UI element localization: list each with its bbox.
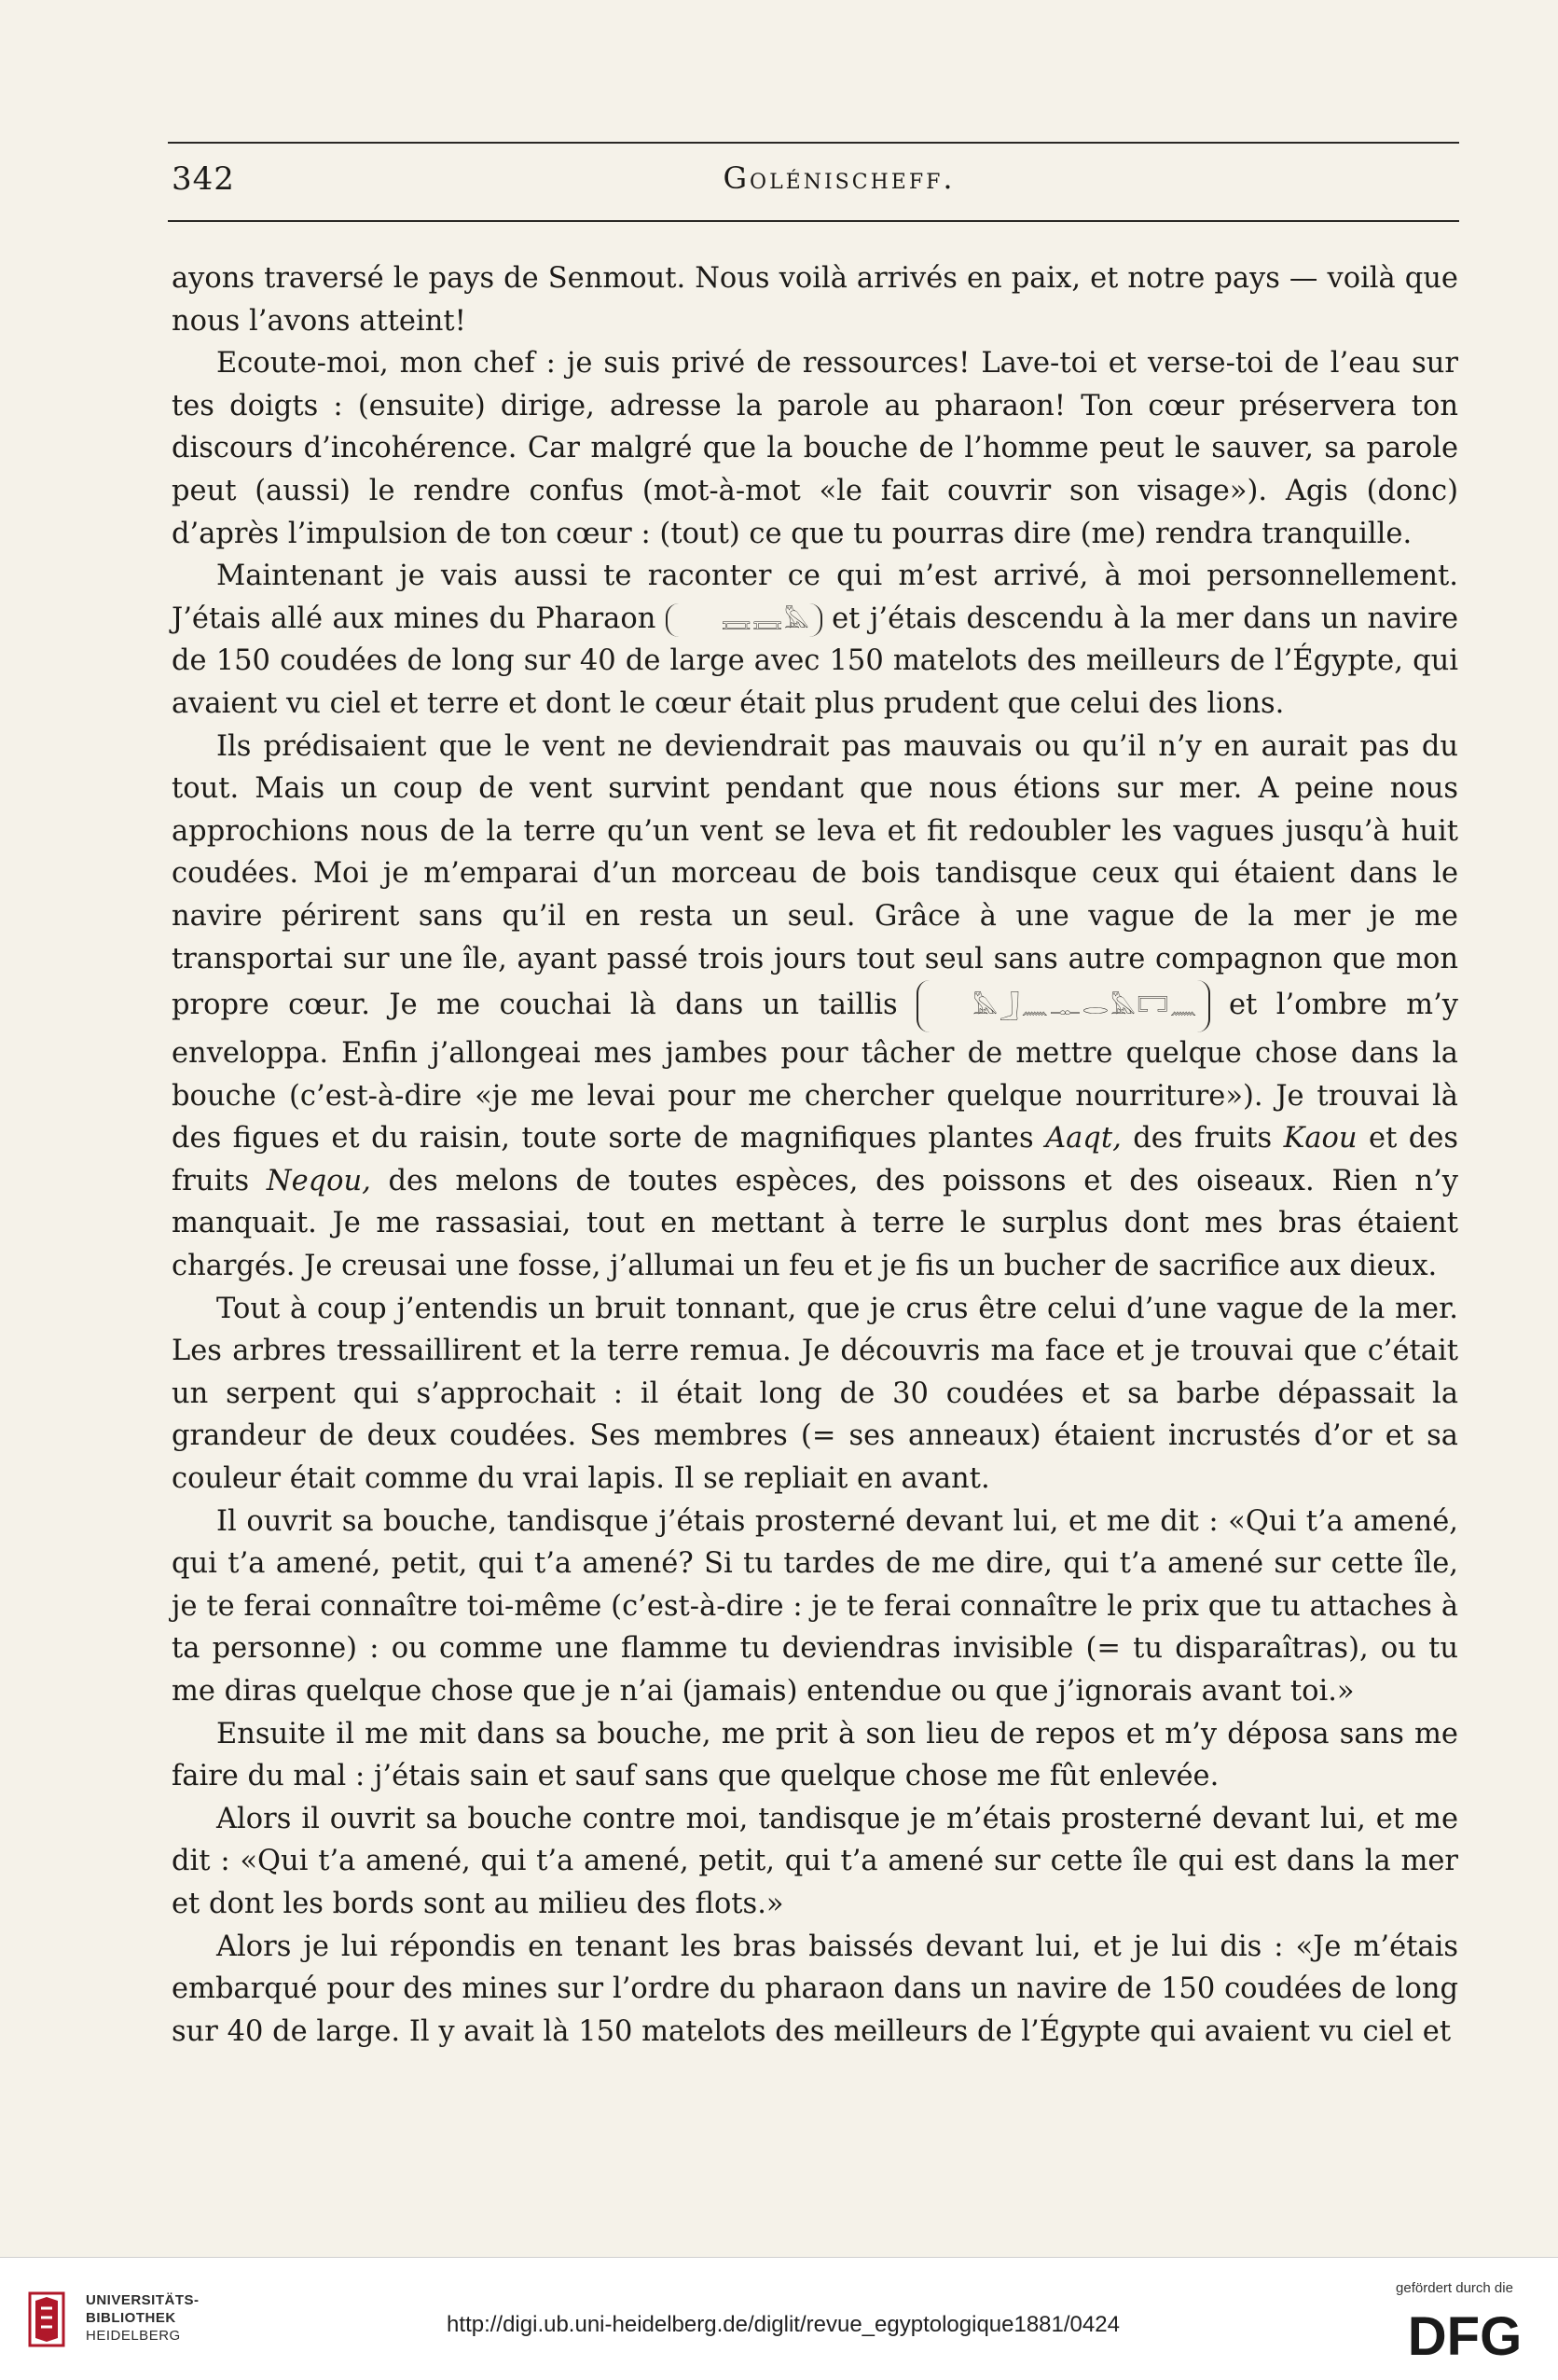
paragraph-text: et l’ombre m’y enveloppa. Enfin j’allongeai mes jambes pour tâcher de mettre quelque chose dans la bouche (c’est-à-dire «je me levai pour me chercher quelque nourriture»). Je trouvai là des figues et du raisin, toute sorte de magnifiques plantes xyxy=(172,989,1458,1155)
paragraph: Ecoute-moi, mon chef : je suis privé de ressources! Lave-toi et verse-toi de l’eau sur tes doigts : (ensuite) dirige, adresse la parole au pharaon! Ton cœur préservera ton discours d’incohérence. Car malgré que la bouche de l’homme peut le sauver, sa parole peut (aussi) le rendre confus (mot-à-mot «le fait couvrir son visage»). Agis (donc) d’après l’impulsion de ton cœur : (tout) ce que tu pourras dire (me) rendra tranquille. xyxy=(172,347,1458,550)
ub-heidelberg-logo-icon xyxy=(28,2291,65,2347)
paragraph: Ensuite il me mit dans sa bouche, me prit à son lieu de repos et m’y déposa sans me faire du mal : j’étais sain et sauf sans que quelque chose me fût enlevée. xyxy=(172,1717,1458,1793)
dfg-logo-text: DFG xyxy=(1407,2306,1523,2362)
library-name-line: HEIDELBERG xyxy=(86,2328,181,2344)
paragraph-text: Ils prédisaient que le vent ne deviendrait pas mauvais ou qu’il n’y en aurait pas du tout. Mais un coup de vent survint pendant que nous étions sur mer. A peine nous approchions nous de la terre qu’un vent se leva et fit redoubler les vagues jusqu’à huit coudées. Moi je m’emparai d’un morceau de bois tandisque ceux qui étaient dans le navire périrent sans qu’il en resta un seul. Grâce à une vague de la mer je me transportai sur une île, ayant passé trois jours tout seul sans autre compagnon que mon propre cœur. Je me couchai là dans un taillis xyxy=(172,729,1458,1022)
paragraph-text: Maintenant je vais aussi te raconter ce qui m’est arrivé, à moi personnellement. J’étais allé aux mines du Pharaon xyxy=(172,560,1458,635)
body-text xyxy=(172,257,1458,2053)
library-name xyxy=(86,2291,200,2345)
header-bottom-rule xyxy=(168,220,1459,222)
hieroglyph-cartouche: 𓈘𓈘𓅓 xyxy=(666,603,822,637)
paragraph xyxy=(172,555,1458,725)
paragraph-text: et des fruits xyxy=(172,1122,1459,1197)
fruit-name: Kaou xyxy=(1283,1122,1358,1155)
viewer-footer xyxy=(0,2257,1558,2380)
sponsor-text: gefördert durch die xyxy=(1396,2280,1513,2296)
permalink-url[interactable]: http://digi.ub.uni-heidelberg.de/diglit/revue_egyptologique1881/0424 xyxy=(447,2312,1120,2337)
paragraph: ayons traversé le pays de Senmout. Nous voilà arrivés en paix, et notre pays — voilà que nous l’avons atteint! xyxy=(172,262,1458,338)
library-name-line: UNIVERSITÄTS- xyxy=(86,2292,200,2308)
plant-name: Aaqt, xyxy=(1045,1122,1122,1155)
header-top-rule xyxy=(168,142,1459,144)
paragraph: Tout à coup j’entendis un bruit tonnant, que je crus être celui d’une vague de la mer. Les arbres tressaillirent et la terre remua. Je découvris ma face et je trouvai que c’était un serpent qui s’approchait : il était long de 30 coudées et sa barbe dépassait la grandeur de deux coudées. Ses membres (= ses anneaux) étaient incrustés d’or et sa couleur était comme du vrai lapis. Il se repliait en avant. xyxy=(172,1292,1458,1496)
paragraph-text: des fruits xyxy=(1133,1122,1273,1155)
paragraph xyxy=(172,726,1458,1288)
paragraph-text: des melons de toutes espèces, des poissons et des oiseaux. Rien n’y manquait. Je me rassasiai, tout en mettant à terre le surplus dont mes bras étaient chargés. Je creusai une fosse, j’allumai un feu et je fis un bucher de sacrifice aux dieux. xyxy=(172,1164,1458,1283)
fruit-name: Neqou, xyxy=(266,1164,371,1197)
running-title: Golénischeff. xyxy=(723,160,956,196)
paragraph: Alors il ouvrit sa bouche contre moi, tandisque je m’étais prosterné devant lui, et me dit : «Qui t’a amené, qui t’a amené, petit, qui t’a amené sur cette île qui est dans la mer et dont les bords sont au milieu des flots.» xyxy=(172,1802,1458,1920)
paragraph: Alors je lui répondis en tenant les bras baissés devant lui, et je lui dis : «Je m’étais embarqué pour des mines sur l’ordre du pharaon dans un navire de 150 coudées de long sur 40 de large. Il y avait là 150 matelots des meilleurs de l’Égypte qui avaient vu ciel et xyxy=(172,1930,1458,2048)
paragraph-text: et j’étais descendu à la mer dans un navire de 150 coudées de long sur 40 de large avec 150 matelots des meilleurs de l’Égypte, qui avaient vu ciel et terre et dont le cœur était plus prudent que celui des lions. xyxy=(172,602,1458,720)
dfg-logo-icon xyxy=(1386,2304,1544,2362)
paragraph: Il ouvrit sa bouche, tandisque j’étais prosterné devant lui, et me dit : «Qui t’a amené, qui t’a amené, petit, qui t’a amené? Si tu tardes de me dire, qui t’a amené sur cette île, je te ferai connaître toi-même (c’est-à-dire : je te ferai connaître le prix que tu attaches à ta personne) : ou comme une flamme tu deviendras invisible (= tu disparaîtras), ou tu me diras quelque chose que je n’ai (jamais) entendue ou que j’ignorais avant toi.» xyxy=(172,1504,1458,1708)
library-name-line: BIBLIOTHEK xyxy=(86,2310,176,2326)
page-number: 342 xyxy=(172,160,235,198)
hieroglyph-group: 𓅓𓃀𓈖𓊃𓂋𓅓𓉐𓈖 xyxy=(917,980,1209,1032)
